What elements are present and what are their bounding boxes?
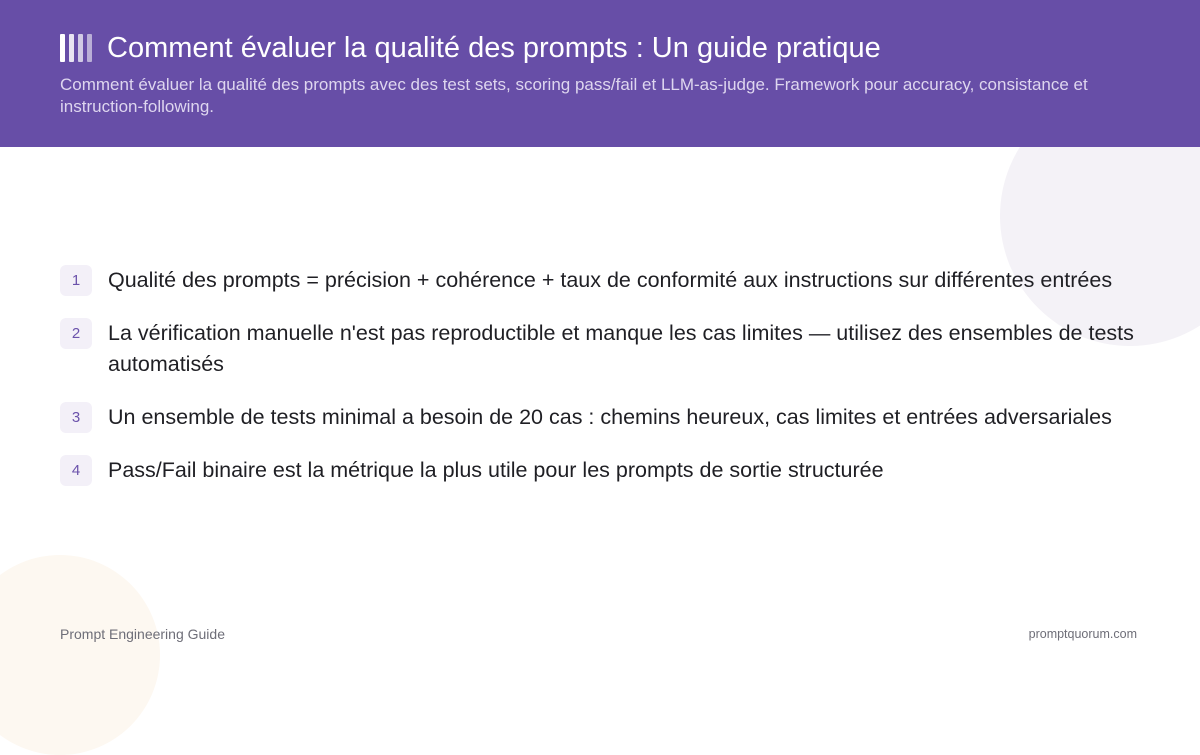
key-point (60, 455, 1185, 486)
key-point (60, 318, 1185, 380)
footer-guide-label: Prompt Engineering Guide (60, 626, 225, 642)
page-subtitle: Comment évaluer la qualité des prompts avec des test sets, scoring pass/fail et LLM-as-judge. Framework pour accuracy, consistance et instruction-following. (60, 75, 1088, 116)
key-point (60, 402, 1185, 433)
point-text: Qualité des prompts = précision + cohérence + taux de conformité aux instructions sur différentes entrées (108, 268, 1113, 292)
point-text: La vérification manuelle n'est pas reproductible et manque les cas limites — utilisez des ensembles de tests automatisés (108, 321, 1134, 376)
point-number-badge: 1 (60, 265, 92, 296)
footer-site-url[interactable]: promptquorum.com (1028, 627, 1137, 641)
point-number-badge: 4 (60, 455, 92, 486)
page-title: Comment évaluer la qualité des prompts : Un guide pratique (107, 32, 881, 64)
point-text: Pass/Fail binaire est la métrique la plus utile pour les prompts de sortie structurée (108, 458, 884, 482)
bars-logo-icon (60, 34, 94, 62)
point-text: Un ensemble de tests minimal a besoin de 20 cas : chemins heureux, cas limites et entrées adversariales (108, 405, 1112, 429)
header-banner (0, 0, 1200, 147)
point-number-badge: 3 (60, 402, 92, 433)
point-number-badge: 2 (60, 318, 92, 349)
key-points-list (60, 265, 1185, 508)
decorative-circle-left (0, 555, 160, 755)
key-point (60, 265, 1185, 296)
